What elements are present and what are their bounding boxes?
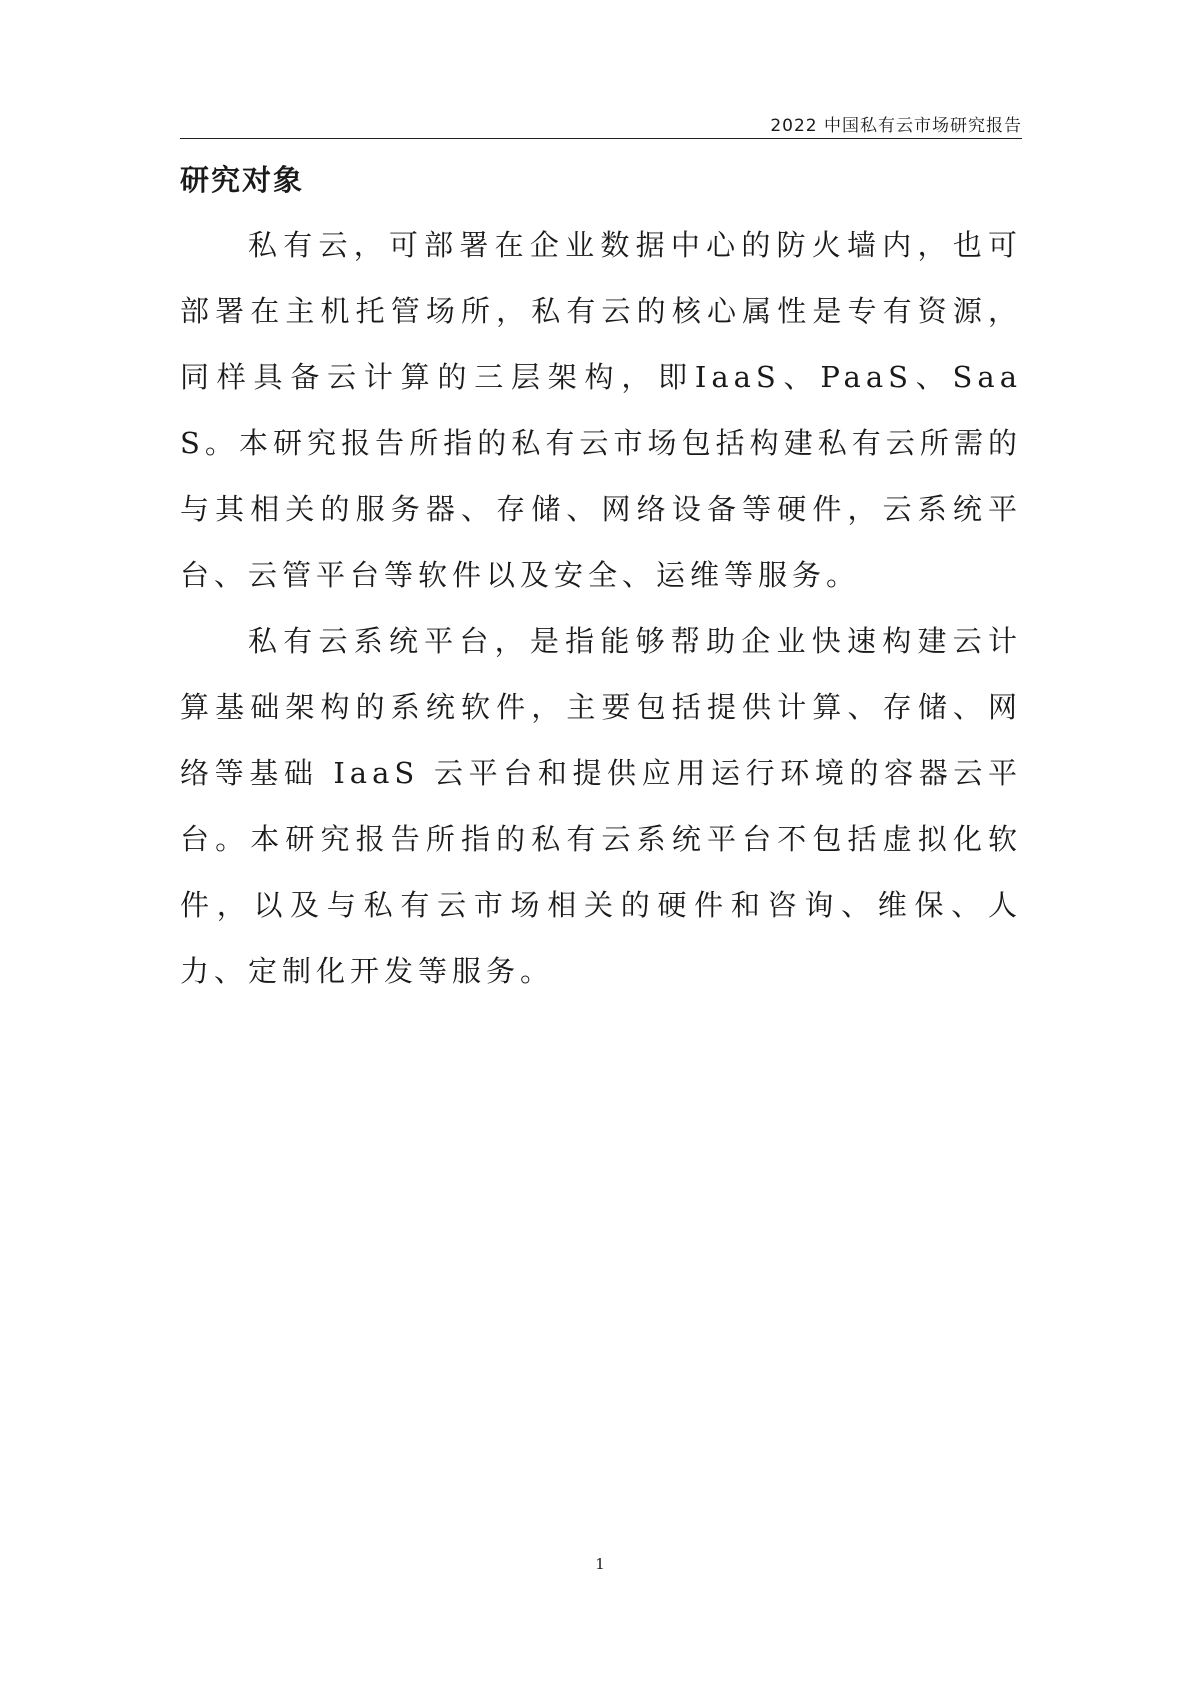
paragraph-text: 私有云系统平台，是指能够帮助企业快速构建云计算基础架构的系统软件，主要包括提供计算、存储、网络等基础 IaaS 云平台和提供应用运行环境的容器云平台。本研究报告所指的私有云系统平台不包括虚拟化软件，以及与私有云市场相关的硬件和咨询、维保、人力、定制化开发等服务。	[180, 624, 1022, 988]
section-heading: 研究对象	[180, 163, 305, 197]
paragraph-private-cloud-definition	[180, 212, 1022, 608]
page-number: 1	[595, 1555, 605, 1573]
report-title: 2022 中国私有云市场研究报告	[770, 116, 1022, 136]
page-header	[180, 108, 1022, 139]
paragraph-system-platform-definition	[180, 608, 1022, 1004]
paragraph-text: 私有云，可部署在企业数据中心的防火墙内，也可部署在主机托管场所，私有云的核心属性是专有资源，同样具备云计算的三层架构，即IaaS、PaaS、SaaS。本研究报告所指的私有云市场包括构建私有云所需的与其相关的服务器、存储、网络设备等硬件，云系统平台、云管平台等软件以及安全、运维等服务。	[180, 228, 1022, 592]
